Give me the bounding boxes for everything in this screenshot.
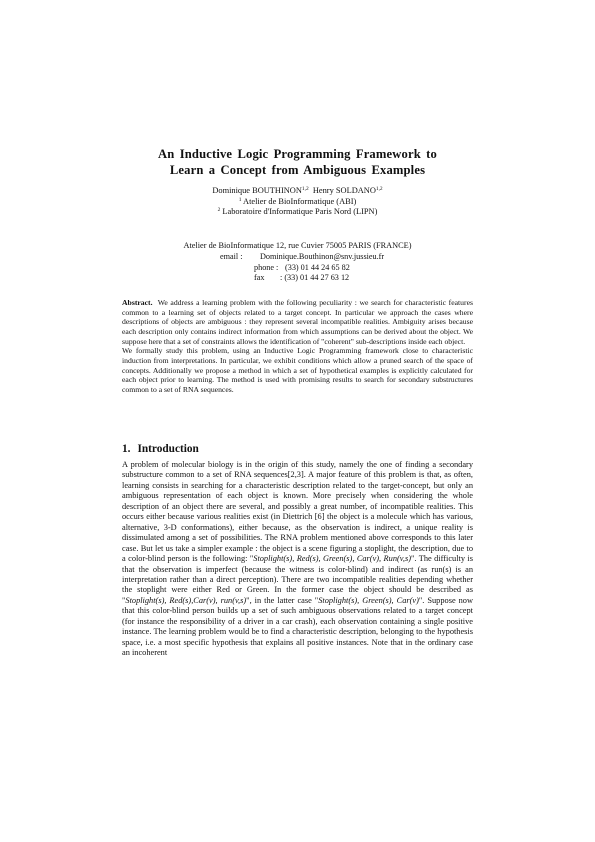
abstract-paragraph-1: [122, 298, 473, 346]
body-text: A problem of molecular biology is in the origin of this study, namely the one of finding a secondary substructure common to a set of RNA sequences[2,3]. A major feature of this problem is that, as often, learning consists in searching for a characteristic description related to the target-concept, but only an ambiguous representation of each object is known. More precisely when considering the whole description of an object there are several, and possibly a great number, of incompatible realities. This occurs either because various realities exist (in Diettrich [6] the object is a molecule which has various, alternative, 3-D conformations), either because, as the observation is indirect, a unique reality is dissimulated among a set of possibilities. The RNA problem mentioned above corresponds to this later case. But let us take a simpler example : the object is a scene figuring a stoplight, the description, due to a color-blind person is the following: ": [122, 460, 473, 564]
phone-row: [220, 263, 420, 274]
author-name: Dominique BOUTHINON: [212, 186, 302, 195]
author-affiliation-marker: 1,2: [301, 186, 309, 192]
phone-label: phone :: [254, 262, 279, 272]
abstract-text: We address a learning problem with the following peculiarity : we search for characteristic features common to a learning set of objects related to a target concept. In particular we approach the cases where descriptions of objects are ambiguous : they represent several incompatible realities. Ambiguity arises because each description only contains indirect information from which assumptions can be derived about the object. We suppose here that a set of constraints allows the identification of "coherent" sub-descriptions inside each object.: [122, 298, 473, 346]
section-number: 1.: [122, 443, 131, 455]
fax-row: [220, 273, 420, 284]
body-paragraph: [122, 460, 473, 659]
author-affiliation-marker: 1,2: [375, 186, 383, 192]
title-line-1: An Inductive Logic Programming Framework to: [158, 147, 437, 161]
phone-number: (33) 01 44 24 65 82: [285, 262, 350, 272]
fax-number: : (33) 01 44 27 63 12: [280, 273, 350, 283]
email-label: email :: [220, 252, 243, 261]
email-row: [220, 252, 420, 263]
abstract-paragraph-2: We formally study this problem, using an Inductive Logic Programming framework close to characteristic induction from interpretations. In particular, we exhibit conditions which allow a pruned search of the space of concepts. Additionally we propose a method in which a set of hypothetical examples is explicitly calculated for each object prior to learning. The method is used with promising results to search for secondary substructures common to a set of RNA sequences.: [122, 346, 473, 394]
title-line-2: Learn a Concept from Ambiguous Examples: [169, 163, 426, 177]
section-title: Introduction: [137, 443, 199, 455]
affiliation-line: [90, 207, 505, 218]
author-line: [90, 186, 505, 197]
author-block: [90, 186, 505, 218]
abstract: [122, 298, 473, 395]
abstract-label: Abstract.: [122, 298, 153, 307]
affiliation-marker: 2: [217, 207, 221, 213]
author-name: Henry SOLDANO: [312, 186, 376, 195]
postal-address: Atelier de BioInformatique 12, rue Cuvier 75005 PARIS (FRANCE): [183, 241, 412, 250]
body-text: ". The difficulty is that the observation is imperfect (because the witness is color-blind) and indirect (as run(s) is an interpretation rather than a direct perception). There are two incompatible realities depending whether the stoplight were either Red or Green. In the former case the object should be described as ": [122, 554, 473, 605]
body-text: ". Suppose now that this color-blind person builds up a set of such ambiguous observations related to a target concept (for instance the responsibility of a driver in a car crash), each observation containing a single positive instance. The learning problem would be to find a characteristic description, belonging to the hypothesis space, i.e. a most specific hypothesis that explains all positive instances. Note that in the ordinary case an incoherent: [122, 595, 474, 658]
fax-label: fax: [254, 273, 265, 283]
formula-text: Stoplight(s), Red(s),Car(v), run(v,s): [125, 595, 247, 605]
paper-title: [90, 146, 505, 178]
section-heading: [122, 443, 199, 455]
contact-block: [220, 252, 420, 284]
affiliation-name: Atelier de BioInformatique (ABI): [243, 196, 357, 206]
email-address: Dominique.Bouthinon@snv.jussieu.fr: [260, 252, 385, 261]
affiliation-marker: 1: [238, 196, 242, 203]
introduction-text: [122, 460, 473, 659]
formula-text: Stoplight(s), Red(s), Green(s), Car(v), Run(v,s): [253, 554, 411, 564]
affiliation-name: Laboratoire d'Informatique Paris Nord (LIPN): [222, 207, 378, 216]
body-text: ", in the latter case ": [246, 595, 319, 605]
affiliation-line: [90, 197, 505, 208]
formula-text: Stoplight(s), Green(s), Car(v): [318, 595, 419, 605]
